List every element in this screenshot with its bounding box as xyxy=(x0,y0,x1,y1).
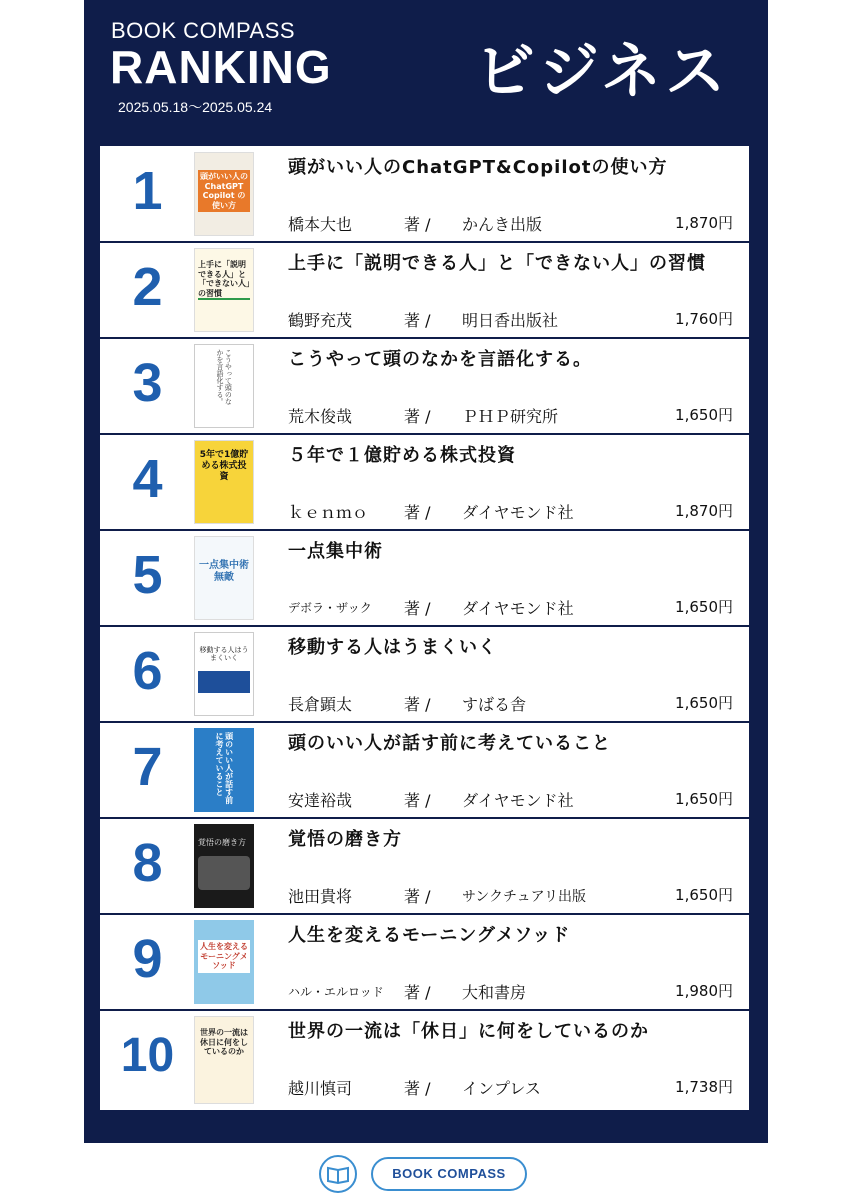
ranking-period: 2025.05.18〜2025.05.24 xyxy=(118,99,273,115)
book-price: 1,760円 xyxy=(675,310,733,328)
ranking-heading: RANKING xyxy=(110,41,332,93)
book-title[interactable]: 頭のいい人が話す前に考えていること xyxy=(288,733,611,754)
author-suffix: 著 / xyxy=(404,599,431,618)
cover-title: 世界の一流は休日に何をしているのか xyxy=(200,1028,248,1057)
author-suffix: 著 / xyxy=(404,407,431,426)
rank-number: 6 xyxy=(132,641,163,701)
rank-number: 3 xyxy=(132,353,163,413)
book-author: 荒木俊哉 xyxy=(288,407,353,426)
brand-name: BOOK COMPASS xyxy=(111,18,296,43)
book-author: 鶴野充茂 xyxy=(288,311,353,330)
ranking-row[interactable] xyxy=(100,242,749,338)
book-cover xyxy=(194,344,254,428)
book-meta xyxy=(288,404,733,428)
rank-number: 5 xyxy=(132,545,163,605)
book-cover xyxy=(194,248,254,332)
book-compass-logo[interactable] xyxy=(319,1155,529,1193)
book-meta xyxy=(288,212,733,236)
cover-title: 移動する人はうまくいく xyxy=(199,646,249,663)
book-price: 1,738円 xyxy=(675,1078,733,1096)
book-publisher: すばる舎 xyxy=(462,695,527,714)
book-publisher: ダイヤモンド社 xyxy=(462,503,574,522)
book-title[interactable]: ５年で１億貯める株式投資 xyxy=(288,445,516,466)
book-author: 池田貴将 xyxy=(288,887,353,906)
rank-number: 4 xyxy=(132,449,163,509)
book-meta xyxy=(288,980,733,1004)
author-suffix: 著 / xyxy=(404,695,431,714)
book-publisher: インプレス xyxy=(462,1079,541,1098)
book-author: ハル・エルロッド xyxy=(288,985,384,999)
book-publisher: ダイヤモンド社 xyxy=(462,599,574,618)
ranking-row[interactable] xyxy=(100,1010,749,1110)
cover-title: 上手に「説明できる人」と「できない人」の習慣 xyxy=(198,260,250,300)
book-price: 1,650円 xyxy=(675,598,733,616)
cover-title: 人生を変えるモーニングメソッド xyxy=(198,940,250,973)
cover-title: 5年で1億貯める株式投資 xyxy=(199,450,249,482)
book-meta xyxy=(288,884,733,908)
book-title[interactable]: 頭がいい人のChatGPT&Copilotの使い方 xyxy=(288,157,668,178)
author-suffix: 著 / xyxy=(404,215,431,234)
book-meta xyxy=(288,788,733,812)
book-author: 越川慎司 xyxy=(288,1079,353,1098)
book-publisher: ダイヤモンド社 xyxy=(462,791,574,810)
book-title[interactable]: 移動する人はうまくいく xyxy=(288,637,497,658)
rank-number: 2 xyxy=(132,257,163,317)
open-book-icon xyxy=(319,1155,357,1193)
book-cover xyxy=(194,920,254,1004)
author-suffix: 著 / xyxy=(404,1079,431,1098)
book-price: 1,870円 xyxy=(675,502,733,520)
cover-title: こうやって頭のなかを言語化する。 xyxy=(216,349,233,405)
book-publisher: 明日香出版社 xyxy=(462,311,559,330)
book-meta xyxy=(288,500,733,524)
ranking-list xyxy=(100,146,749,1110)
book-price: 1,870円 xyxy=(675,214,733,232)
book-meta xyxy=(288,596,733,620)
cover-title: 一点集中術 無敵 xyxy=(199,560,249,583)
ranking-row[interactable] xyxy=(100,722,749,818)
ranking-row[interactable] xyxy=(100,626,749,722)
rank-number: 1 xyxy=(132,161,163,221)
book-price: 1,650円 xyxy=(675,886,733,904)
logo-text: BOOK COMPASS xyxy=(371,1157,527,1191)
book-price: 1,650円 xyxy=(675,790,733,808)
book-publisher: 大和書房 xyxy=(462,983,527,1002)
rank-number: 7 xyxy=(132,737,163,797)
rank-number: 8 xyxy=(132,833,163,893)
book-publisher: サンクチュアリ出版 xyxy=(462,889,587,905)
cover-title: 頭がいい人の ChatGPT Copilot の使い方 xyxy=(198,170,250,212)
author-suffix: 著 / xyxy=(404,983,431,1002)
ranking-row[interactable] xyxy=(100,818,749,914)
book-price: 1,650円 xyxy=(675,406,733,424)
book-title[interactable]: 世界の一流は「休日」に何をしているのか xyxy=(288,1021,649,1042)
book-cover xyxy=(194,152,254,236)
ranking-row[interactable] xyxy=(100,530,749,626)
ranking-row[interactable] xyxy=(100,914,749,1010)
cover-band xyxy=(198,671,250,693)
book-author: ｋｅｎｍｏ xyxy=(288,503,369,522)
book-author: デボラ・ザック xyxy=(288,601,372,615)
cover-title: 頭のいい人が話す前に考えていること xyxy=(215,732,234,804)
book-author: 長倉顕太 xyxy=(288,695,353,714)
book-price: 1,980円 xyxy=(675,982,733,1000)
ranking-row[interactable] xyxy=(100,434,749,530)
book-title[interactable]: こうやって頭のなかを言語化する。 xyxy=(288,349,592,370)
book-cover xyxy=(194,536,254,620)
book-publisher: ＰＨＰ研究所 xyxy=(462,407,559,426)
book-title[interactable]: 覚悟の磨き方 xyxy=(288,829,402,850)
book-title[interactable]: 人生を変えるモーニングメソッド xyxy=(288,925,571,946)
author-suffix: 著 / xyxy=(404,311,431,330)
book-meta xyxy=(288,692,733,716)
book-meta xyxy=(288,1076,733,1100)
ranking-row[interactable] xyxy=(100,146,749,242)
author-suffix: 著 / xyxy=(404,887,431,906)
cover-photo xyxy=(198,856,250,890)
cover-title: 覚悟の磨き方 xyxy=(198,838,246,847)
book-title[interactable]: 上手に「説明できる人」と「できない人」の習慣 xyxy=(288,253,706,274)
ranking-row[interactable] xyxy=(100,338,749,434)
book-author: 橋本大也 xyxy=(288,215,353,234)
book-publisher: かんき出版 xyxy=(462,215,543,234)
author-suffix: 著 / xyxy=(404,503,431,522)
category-title: ビジネス xyxy=(475,37,730,107)
book-meta xyxy=(288,308,733,332)
book-cover xyxy=(194,824,254,908)
author-suffix: 著 / xyxy=(404,791,431,810)
book-author: 安達裕哉 xyxy=(288,791,353,810)
rank-number: 9 xyxy=(132,929,163,989)
book-cover xyxy=(194,632,254,716)
book-cover xyxy=(194,440,254,524)
book-title[interactable]: 一点集中術 xyxy=(288,541,383,562)
book-cover xyxy=(194,728,254,812)
rank-number: 10 xyxy=(120,1029,175,1082)
book-price: 1,650円 xyxy=(675,694,733,712)
book-cover xyxy=(194,1016,254,1104)
